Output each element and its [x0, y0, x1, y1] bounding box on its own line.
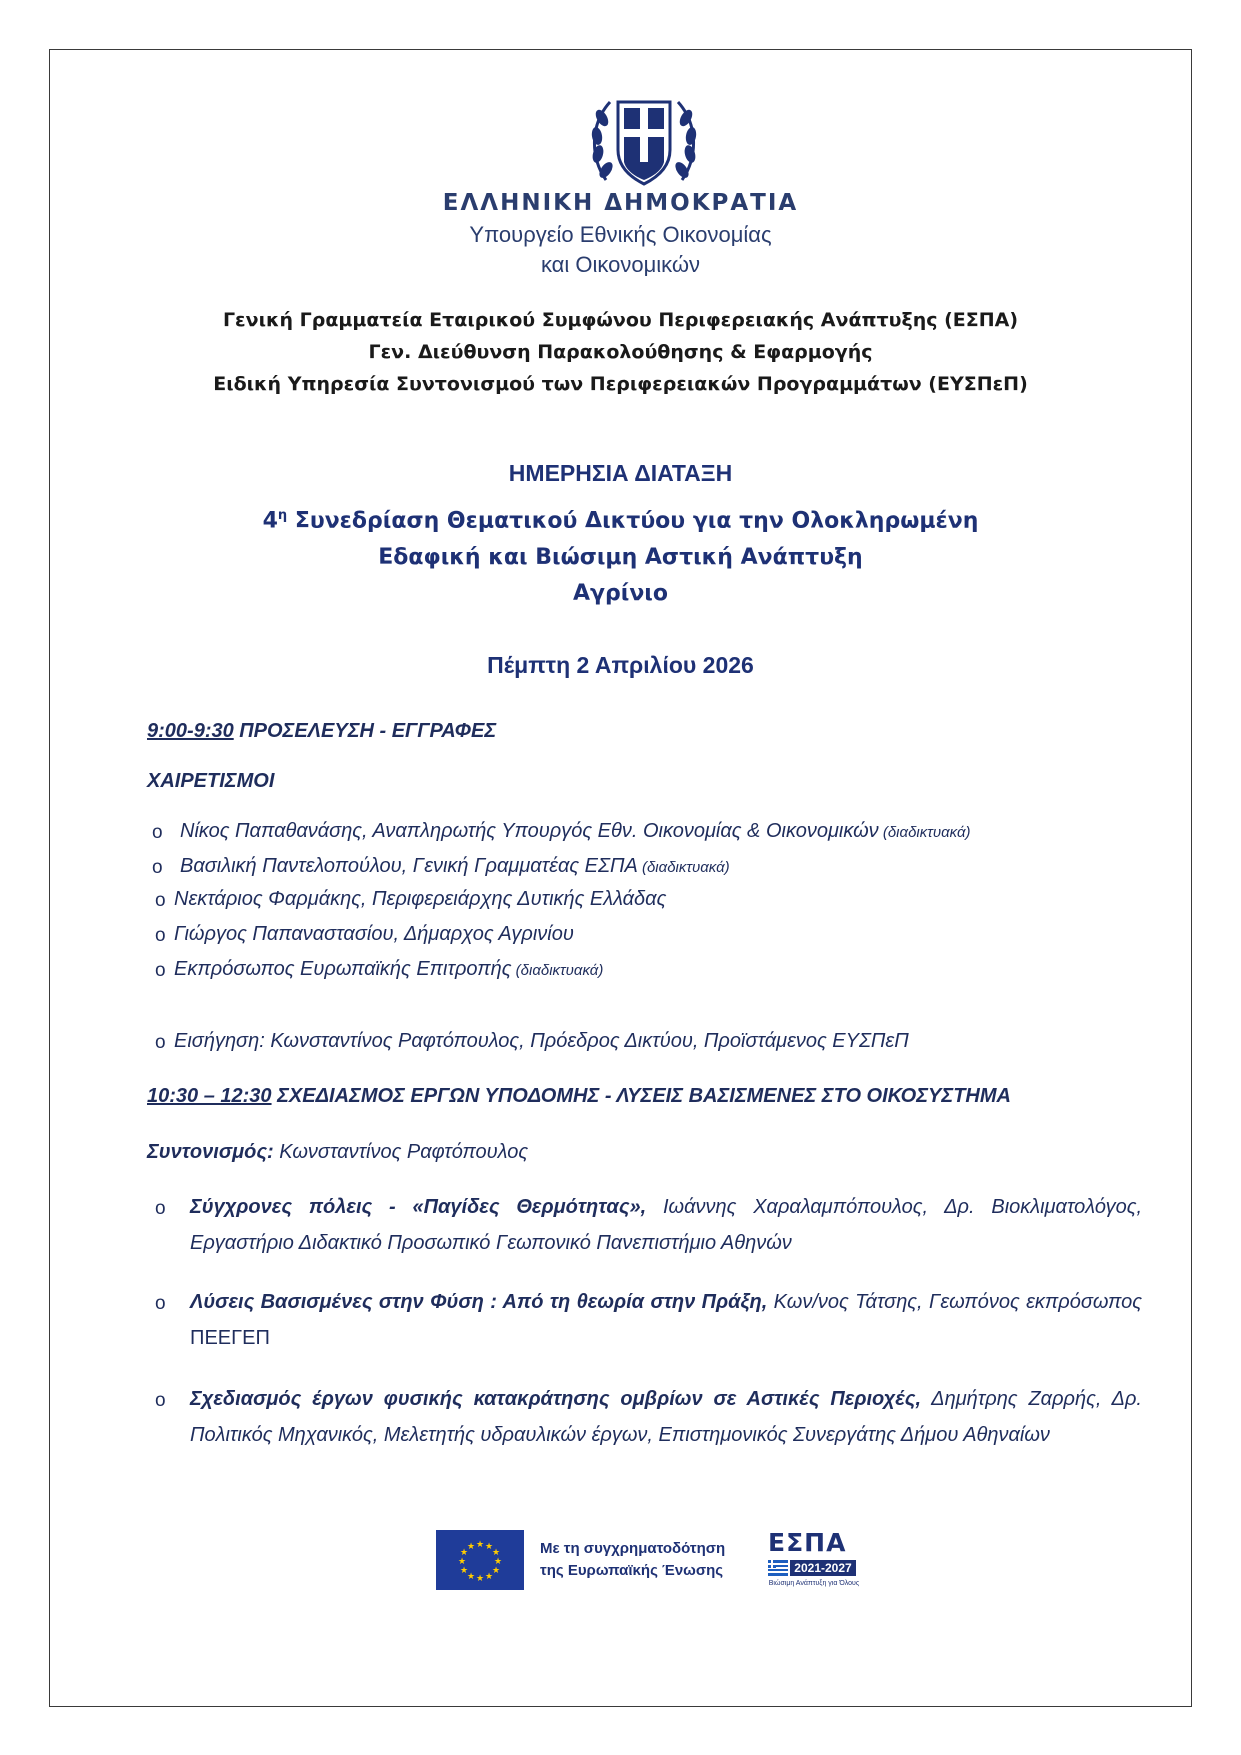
agenda-title: ΗΜΕΡΗΣΙΑ ΔΙΑΤΑΞΗ [508, 460, 733, 486]
greeting-name: Νίκος Παπαθανάσης, Αναπληρωτής Υπουργός Εθν. Οικονομίας & Οικονομικών [180, 820, 879, 842]
meeting-title-text: Συνεδρίαση Θεματικού Δικτύου για την Ολοκληρωμένη [287, 508, 979, 534]
svg-text:★: ★ [466, 1542, 476, 1552]
eu-stars-icon [436, 1530, 524, 1590]
meeting-title-line-1 [49, 508, 1192, 533]
list-item [180, 820, 971, 843]
eu-text-line-2: της Ευρωπαϊκής Ένωσης [540, 1562, 724, 1579]
greeting-name: Εκπρόσωπος Ευρωπαϊκής Επιτροπής [174, 958, 512, 980]
ministry-line-1: Υπουργείο Εθνικής Οικονομίας [469, 222, 772, 247]
greeting-name: Βασιλική Παντελοπούλου, Γενική Γραμματέας ΕΣΠΑ [180, 855, 638, 877]
svg-text:★: ★ [457, 1557, 467, 1567]
meeting-date: Πέμπτη 2 Απριλίου 2026 [487, 652, 754, 678]
svg-text:★: ★ [491, 1566, 501, 1576]
greeting-name: Νεκτάριος Φαρμάκης, Περιφερειάρχης Δυτικής Ελλάδας [174, 888, 667, 910]
svg-text:★: ★ [493, 1557, 503, 1567]
talk-speaker: Κων/νος Τάτσης, Γεωπόνος εκπρόσωπος [767, 1291, 1142, 1313]
talk-title: Λύσεις Βασισμένες στην Φύση : Από τη θεωρία στην Πράξη, [190, 1291, 768, 1313]
espa-years: 2021-2027 [790, 1560, 856, 1576]
espa-logo [768, 1528, 860, 1592]
talk-item [190, 1189, 1142, 1261]
coordination-name: Κωνσταντίνος Ραφτόπουλος [273, 1141, 529, 1163]
svg-text:★: ★ [484, 1572, 494, 1582]
session-1-heading [147, 720, 496, 743]
online-note: (διαδικτυακά) [878, 824, 971, 841]
espa-tagline: Βιώσιμη Ανάπτυξη για Όλους [768, 1580, 860, 1587]
coordination-label: Συντονισμός: [147, 1141, 274, 1163]
online-note: (διαδικτυακά) [511, 962, 604, 979]
talk-speaker: Ιωάννης Χαραλαμπόπουλος, Δρ. Βιοκλιματολόγος, Εργαστήριο Διδακτικό Προσωπικό Γεωπονικό Πανεπιστήμιο Αθηνών [190, 1196, 1143, 1254]
list-bullet: o [155, 1032, 166, 1053]
greek-coat-of-arms-logo [588, 88, 700, 196]
talk-extra: ΠΕΕΓΕΠ [190, 1327, 270, 1349]
svg-text:★: ★ [491, 1548, 501, 1558]
session-1-time: 9:00-9:30 [147, 720, 234, 742]
list-bullet: o [155, 1198, 166, 1219]
meeting-city: Αγρίνιο [572, 581, 668, 606]
list-item [180, 855, 730, 878]
svg-text:★: ★ [475, 1540, 485, 1550]
talk-item [190, 1284, 1142, 1356]
introduction-line: Εισήγηση: Κωνσταντίνος Ραφτόπουλος, Πρόεδρος Δικτύου, Προϊστάμενος ΕΥΣΠεΠ [174, 1030, 909, 1052]
eu-cofunding-text [540, 1538, 725, 1582]
list-item [174, 888, 666, 911]
list-bullet: o [155, 925, 166, 946]
page-border [49, 49, 1192, 1707]
svg-text:★: ★ [459, 1566, 469, 1576]
list-bullet: o [152, 822, 163, 843]
meeting-title-line-2: Εδαφική και Βιώσιμη Αστική Ανάπτυξη [378, 545, 863, 570]
svg-text:★: ★ [466, 1572, 476, 1582]
greeting-name: Γιώργος Παπαναστασίου, Δήμαρχος Αγρινίου [174, 923, 574, 945]
list-bullet: o [155, 960, 166, 981]
talk-speaker: Δημήτρης Ζαρρής, Δρ. Πολιτικός Μηχανικός, Μελετητής υδραυλικών έργων, Επιστημονικός Συνεργάτης Δήμου Αθηναίων [190, 1388, 1142, 1446]
eu-text-line-1: Με τη συγχρηματοδότηση [540, 1540, 726, 1557]
section-line-2: Γεν. Διεύθυνση Παρακολούθησης & Εφαρμογής [368, 341, 873, 363]
list-item [174, 923, 574, 946]
svg-text:★: ★ [475, 1574, 485, 1584]
list-bullet: o [155, 1293, 166, 1314]
espa-word: ΕΣΠΑ [768, 1528, 847, 1557]
meeting-number: 4 [262, 508, 278, 534]
svg-text:★: ★ [459, 1548, 469, 1558]
section-line-3: Ειδική Υπηρεσία Συντονισμού των Περιφερειακών Προγραμμάτων (ΕΥΣΠεΠ) [213, 373, 1028, 395]
section-line-1: Γενική Γραμματεία Εταιρικού Συμφώνου Περιφερειακής Ανάπτυξης (ΕΣΠΑ) [222, 309, 1019, 331]
list-bullet: o [152, 857, 163, 878]
talk-title: Σχεδιασμός έργων φυσικής κατακράτησης ομβρίων σε Αστικές Περιοχές, [190, 1388, 921, 1410]
talk-item [190, 1381, 1142, 1453]
coordination-line [147, 1141, 528, 1164]
greek-flag-icon [768, 1560, 788, 1576]
meeting-number-suffix: η [277, 508, 288, 523]
online-note: (διαδικτυακά) [637, 859, 730, 876]
ministry-line-2: και Οικονομικών [540, 252, 701, 277]
svg-text:★: ★ [484, 1542, 494, 1552]
session-2-time: 10:30 – 12:30 [147, 1085, 272, 1107]
session-1-title: ΠΡΟΣΕΛΕΥΣΗ - ΕΓΓΡΑΦΕΣ [233, 720, 497, 742]
list-item [174, 958, 603, 981]
eu-flag-logo [436, 1530, 524, 1590]
gov-name: ΕΛΛΗΝΙΚΗ ΔΗΜΟΚΡΑΤΙΑ [442, 190, 799, 216]
list-bullet: o [155, 1390, 166, 1411]
talk-title: Σύγχρονες πόλεις - «Παγίδες Θερμότητας», [190, 1196, 647, 1218]
list-bullet: o [155, 890, 166, 911]
session-2-title: ΣΧΕΔΙΑΣΜΟΣ ΕΡΓΩΝ ΥΠΟΔΟΜΗΣ - ΛΥΣΕΙΣ ΒΑΣΙΣΜΕΝΕΣ ΣΤΟ ΟΙΚΟΣΥΣΤΗΜΑ [271, 1085, 1011, 1107]
greetings-heading: ΧΑΙΡΕΤΙΣΜΟΙ [147, 770, 275, 792]
session-2-heading [147, 1085, 1011, 1108]
